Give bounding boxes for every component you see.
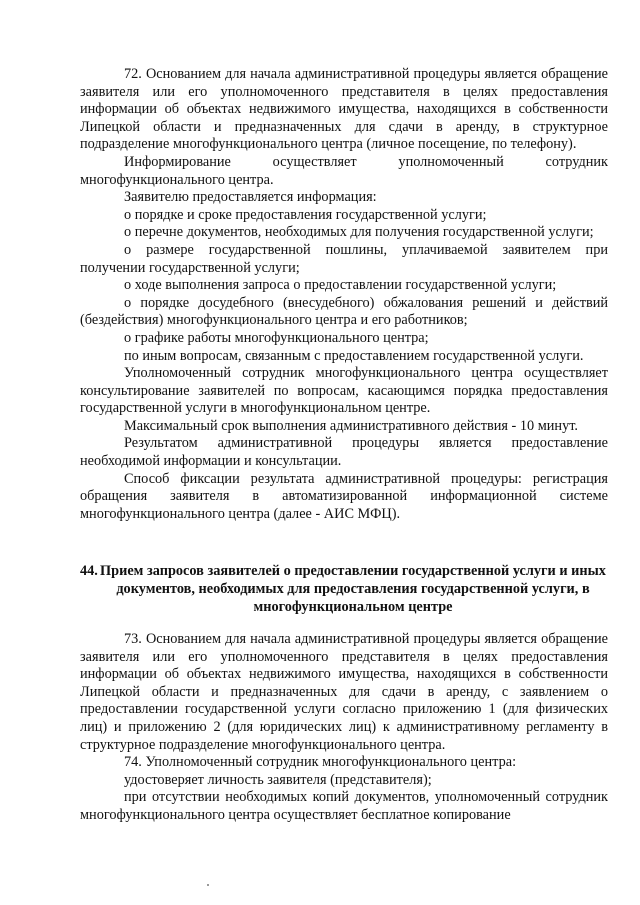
section-title: Прием запросов заявителей о предоставлении государственной услуги и иных документов, необходимых для предоставления государственной услуги, в многофункциональном центре: [100, 563, 606, 615]
list-item-request-status: о ходе выполнения запроса о предоставлении государственной услуги;: [124, 277, 557, 294]
paragraph-informing: Информирование осуществляет уполномоченный сотрудник многофункционального центра.: [80, 153, 608, 188]
paragraph-result: Результатом административной процедуры является предоставление необходимой информации и консультации.: [80, 435, 608, 470]
list-item-schedule: о графике работы многофункционального центра;: [124, 329, 429, 346]
list-item-procedure: о порядке и сроке предоставления государственной услуги;: [124, 206, 487, 223]
paragraph-consulting: Уполномоченный сотрудник многофункционального центра осуществляет консультирование заявителей по вопросам, касающимся порядка предоставления государственной услуги в многофункциональном центре.: [80, 365, 608, 417]
paragraph-copying: при отсутствии необходимых копий документов, уполномоченный сотрудник многофункционального центра осуществляет бесплатное копирование: [80, 789, 608, 823]
section-number: 44.: [80, 563, 98, 579]
scan-speck: [207, 884, 209, 886]
section-73: [80, 631, 608, 825]
paragraph-73: 73. Основанием для начала административной процедуры является обращение заявителя или его уполномоченного представителя в целях предоставления информации об объектах недвижимого имущества, находящихся в собственности Липецкой области и предназначенных для сдачи в аренду, с заявлением о предоставлении государственной услуги согласно приложению 1 (для физических лиц) и приложению 2 (для юридических лиц) к административному регламенту в структурное подразделение многофункционального центра.: [80, 631, 608, 753]
section-72: [80, 66, 608, 523]
paragraph-74: 74. Уполномоченный сотрудник многофункционального центра:: [124, 754, 517, 771]
list-item-fee: о размере государственной пошлины, уплачиваемой заявителем при получении государственной услуги;: [80, 241, 608, 276]
list-item-other: по иным вопросам, связанным с предоставлением государственной услуги.: [124, 347, 584, 364]
paragraph-fixation: Способ фиксации результата административной процедуры: регистрация обращения заявителя в автоматизированной информационной системе многофункционального центра (далее - АИС МФЦ).: [80, 470, 608, 522]
paragraph-max-time: Максимальный срок выполнения административного действия - 10 минут.: [124, 417, 578, 434]
list-item-documents: о перечне документов, необходимых для получения государственной услуги;: [124, 224, 594, 241]
paragraph-72: 72. Основанием для начала административной процедуры является обращение заявителя или его уполномоченного представителя в целях предоставления информации об объектах недвижимого имущества, находящихся в собственности Липецкой области и предназначенных для сдачи в аренду, в структурное подразделение многофункционального центра (личное посещение, по телефону).: [80, 66, 608, 153]
paragraph-info-intro: Заявителю предоставляется информация:: [124, 189, 377, 206]
section-heading: [80, 562, 608, 616]
list-item-appeal: о порядке досудебного (внесудебного) обжалования решений и действий (бездействия) многофункционального центра и его работников;: [80, 294, 608, 329]
paragraph-identity: удостоверяет личность заявителя (представителя);: [124, 771, 432, 788]
